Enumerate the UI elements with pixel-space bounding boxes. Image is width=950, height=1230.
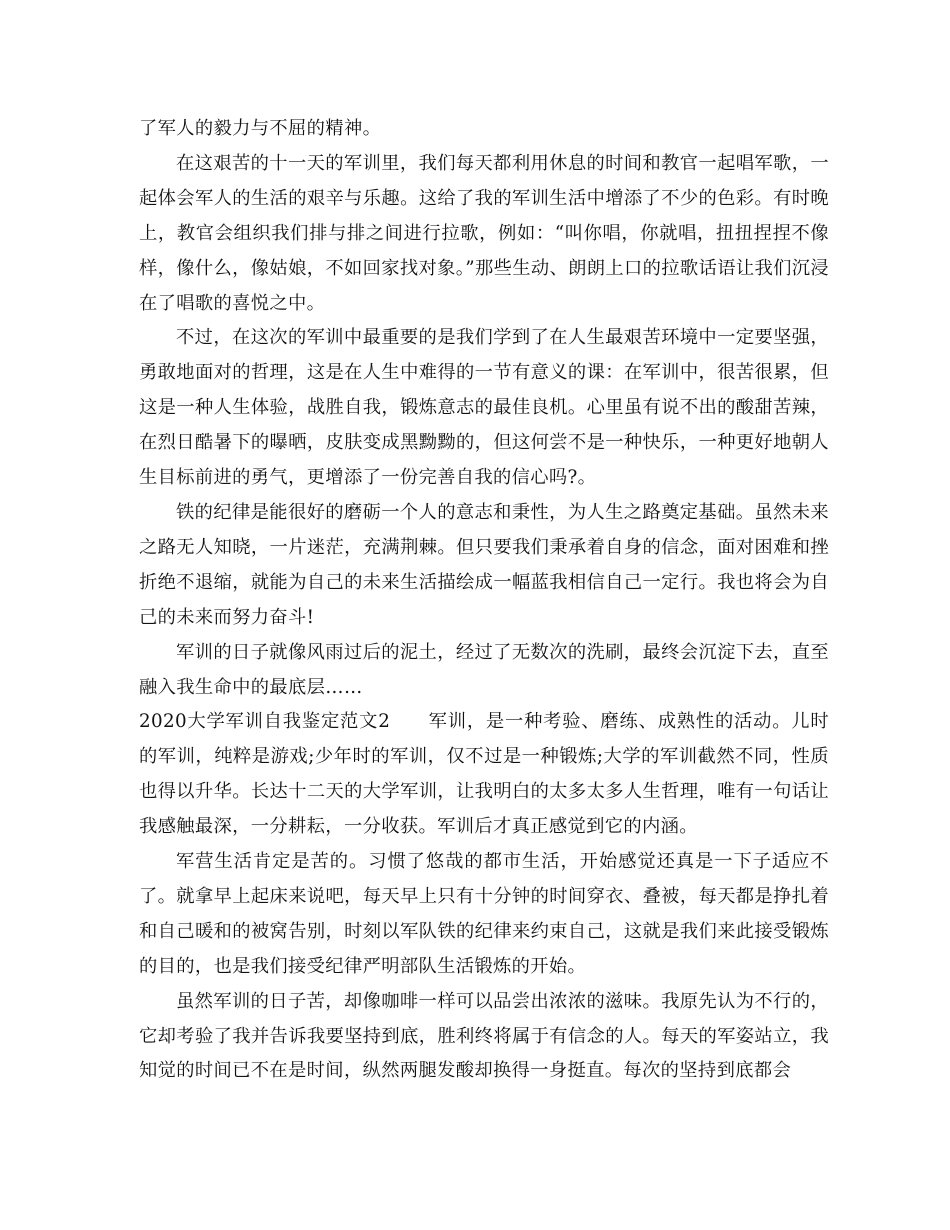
- section-2-heading: 2020大学军训自我鉴定范文2: [139, 711, 391, 733]
- paragraph-1: 了军人的毅力与不屈的精神。: [139, 118, 382, 139]
- paragraph-7: 军营生活肯定是苦的。习惯了悠哉的都市生活，开始感觉还真是一下子适应不了。就拿早上起床来说吧，每天早上只有十分钟的时间穿衣、叠被，每天都是挣扎着和自己暖和的被窝告别，时刻以军队铁的纪律来约束自己，这就是我们来此接受锻炼的目的，也是我们接受纪律严明部队生活锻炼的开始。: [139, 851, 829, 977]
- section-2-intro: [139, 705, 829, 845]
- paragraph-3: 不过，在这次的军训中最重要的是我们学到了在人生最艰苦环境中一定要坚强，勇敢地面对的哲理，这是在人生中难得的一节有意义的课：在军训中，很苦很累，但这是一种人生体验，战胜自我，锻炼意志的最佳良机。心里虽有说不出的酸甜苦辣，在烈日酷暑下的曝晒，皮肤变成黑黝黝的，但这何尝不是一种快乐，一种更好地朝人生目标前进的勇气，更增添了一份完善自我的信心吗?。: [139, 327, 829, 489]
- paragraph-8: 虽然军训的日子苦，却像咖啡一样可以品尝出浓浓的滋味。我原先认为不行的，它却考验了我并告诉我要坚持到底，胜利终将属于有信念的人。每天的军姿站立，我知觉的时间已不在是时间，纵然两腿发酸却换得一身挺直。每次的坚持到底都会: [139, 990, 829, 1082]
- document-body: [139, 112, 829, 1089]
- paragraph-2: 在这艰苦的十一天的军训里，我们每天都利用休息的时间和教官一起唱军歌，一起体会军人的生活的艰辛与乐趣。这给了我的军训生活中增添了不少的色彩。有时晚上，教官会组织我们排与排之间进行拉歌，例如：“叫你唱，你就唱，扭扭捏捏不像样，像什么，像姑娘，不如回家找对象。”那些生动、朗朗上口的拉歌话语让我们沉浸在了唱歌的喜悦之中。: [139, 152, 829, 314]
- paragraph-5: 军训的日子就像风雨过后的泥土，经过了无数次的洗刷，最终会沉淀下去，直至融入我生命中的最底层……: [139, 641, 829, 698]
- section-2-first-paragraph: 军训，是一种考验、磨练、成熟性的活动。儿时的军训，纯粹是游戏;少年时的军训，仅不过是一种锻炼;大学的军训截然不同，性质也得以升华。长达十二天的大学军训，让我明白的太多太多人生哲理，唯有一句话让我感触最深，一分耕耘，一分收获。军训后才真正感觉到它的内涵。: [139, 711, 830, 838]
- paragraph-4: 铁的纪律是能很好的磨砺一个人的意志和秉性，为人生之路奠定基础。虽然未来之路无人知晓，一片迷茫，充满荆棘。但只要我们秉承着自身的信念，面对困难和挫折绝不退缩，就能为自己的未来生活描绘成一幅蓝我相信自己一定行。我也将会为自己的未来而努力奋斗!: [139, 501, 829, 628]
